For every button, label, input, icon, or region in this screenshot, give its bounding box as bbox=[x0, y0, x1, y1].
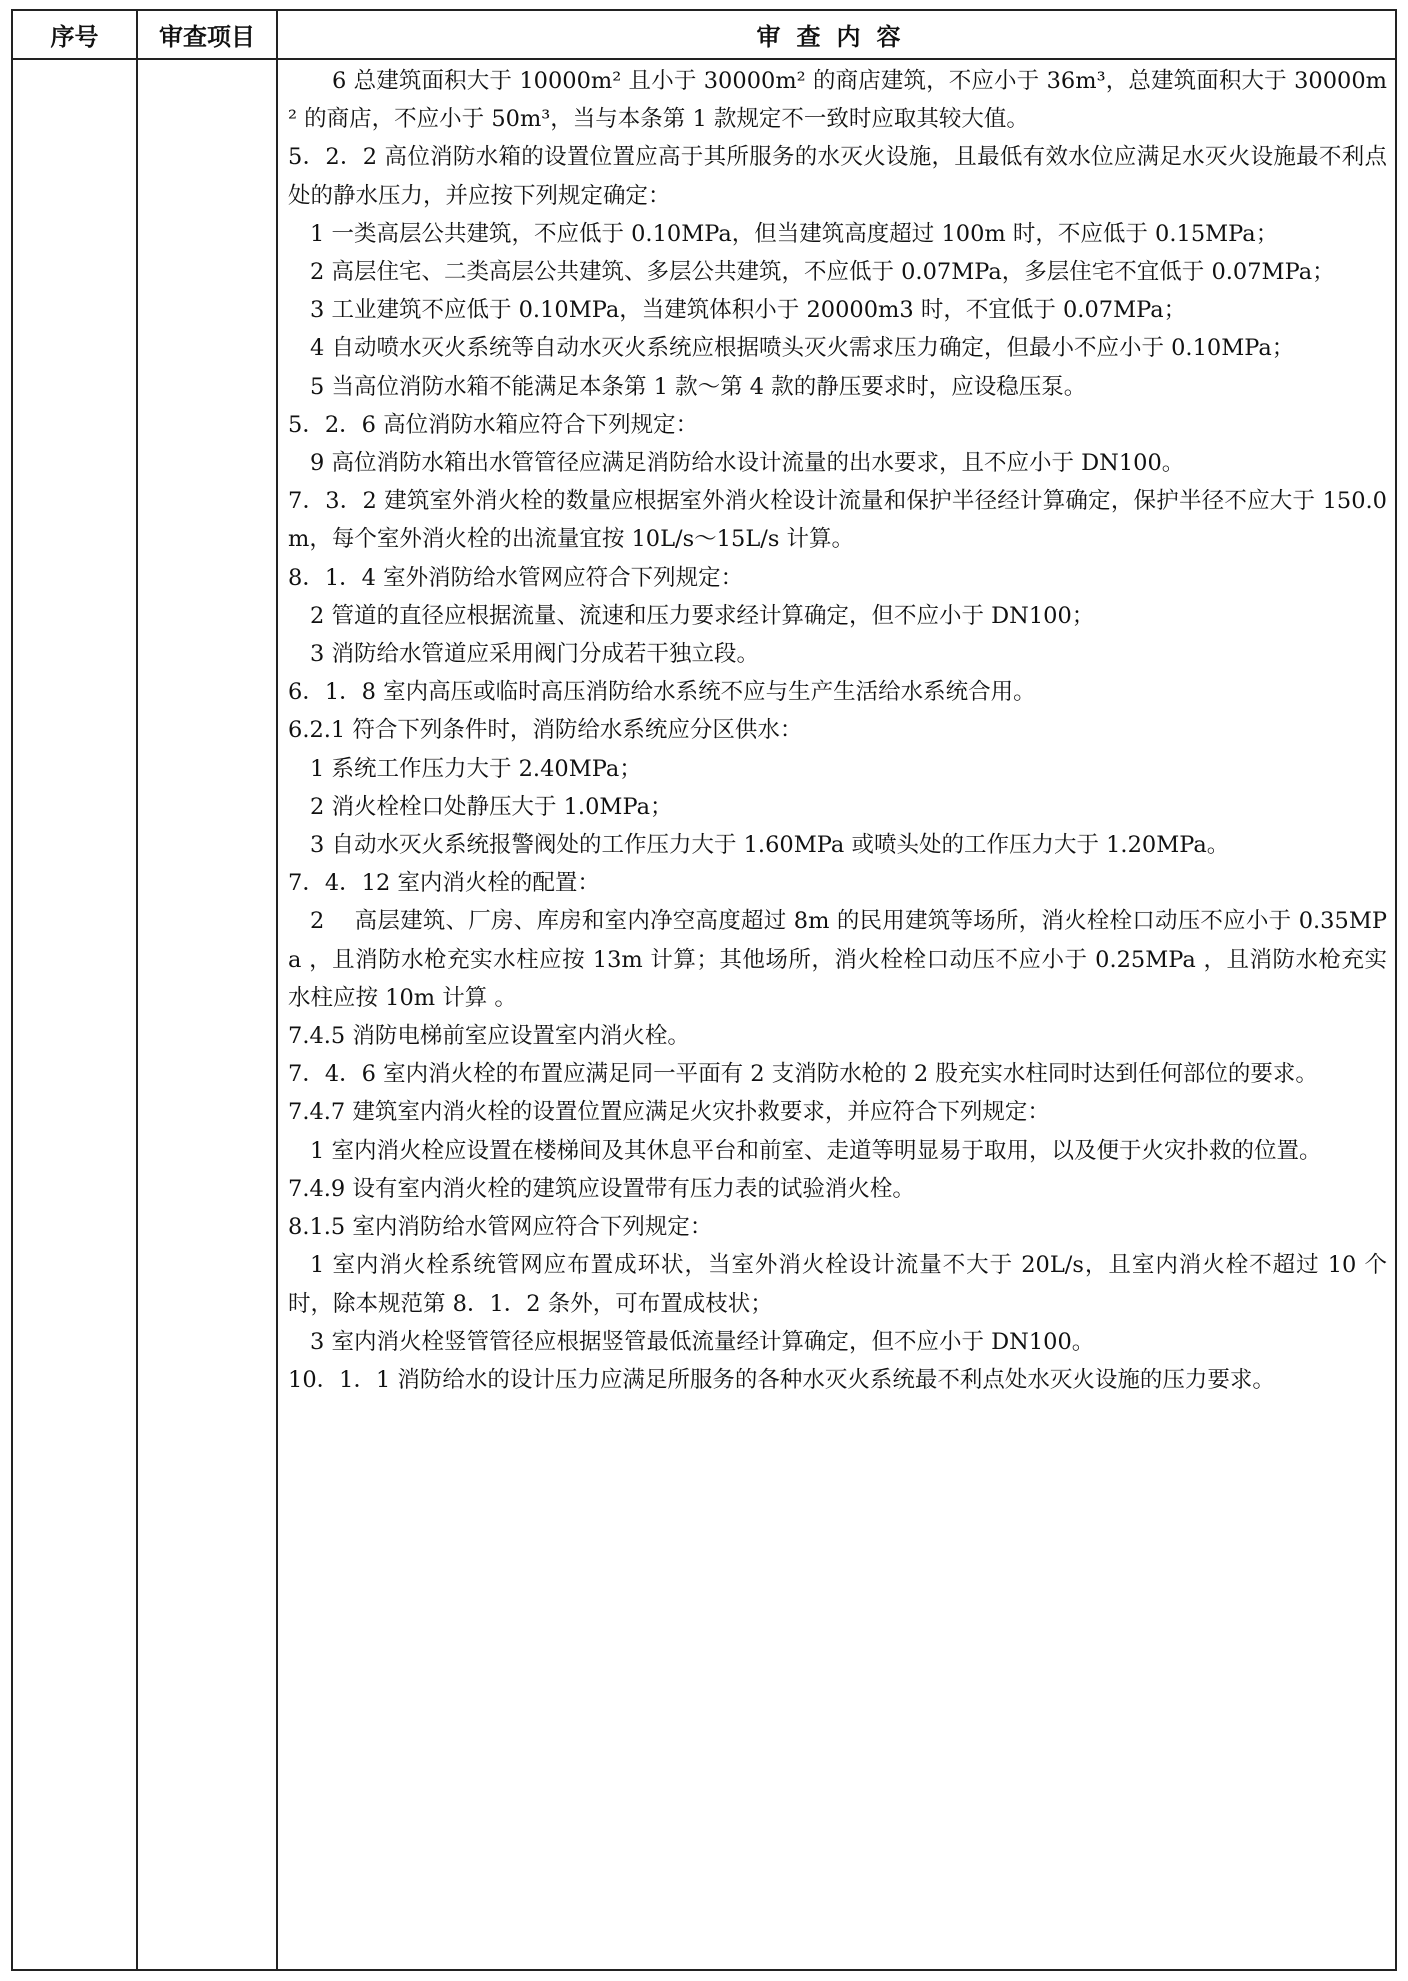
content-paragraph: 3 消防给水管道应采用阀门分成若干独立段。 bbox=[310, 641, 759, 668]
header-serial-number: 序号 bbox=[13, 11, 138, 58]
content-paragraph: 7．4．6 室内消火栓的布置应满足同一平面有 2 支消防水枪的 2 股充实水柱同时达到任何部位的要求。 bbox=[288, 1061, 1318, 1088]
content-paragraph: 7.4.7 建筑室内消火栓的设置位置应满足火灾扑救要求，并应符合下列规定： bbox=[288, 1099, 1050, 1126]
content-paragraph: 5．2．2 高位消防水箱的设置位置应高于其所服务的水灭火设施，且最低有效水位应满足水灭火设施最不利点处的静水压力，并应按下列规定确定： bbox=[288, 144, 1387, 209]
content-paragraph: 7.4.5 消防电梯前室应设置室内消火栓。 bbox=[288, 1023, 690, 1050]
table-header bbox=[13, 11, 1395, 60]
content-paragraph: 3 室内消火栓竖管管径应根据竖管最低流量经计算确定，但不应小于 DN100。 bbox=[310, 1328, 1095, 1355]
content-paragraph: 2 消火栓栓口处静压大于 1.0MPa； bbox=[310, 793, 673, 820]
review-content-cell bbox=[278, 58, 1395, 1969]
content-paragraph: 7.4.9 设有室内消火栓的建筑应设置带有压力表的试验消火栓。 bbox=[288, 1175, 915, 1202]
review-table bbox=[11, 9, 1397, 1971]
content-paragraph: 6 总建筑面积大于 10000m² 且小于 30000m² 的商店建筑，不应小于 36m³，总建筑面积大于 30000m² 的商店，不应小于 50m³，当与本条第 1 款规定不一致时应取其较大值。 bbox=[288, 68, 1387, 133]
table-body bbox=[13, 58, 1395, 1969]
review-item-cell bbox=[138, 58, 278, 1969]
content-paragraph: 2 管道的直径应根据流量、流速和压力要求经计算确定，但不应小于 DN100； bbox=[310, 602, 1095, 629]
content-paragraph: 3 工业建筑不应低于 0.10MPa，当建筑体积小于 20000m3 时，不宜低于 0.07MPa； bbox=[310, 297, 1187, 324]
content-paragraph: 7．4．12 室内消火栓的配置： bbox=[288, 870, 600, 897]
content-paragraph: 6．1．8 室内高压或临时高压消防给水系统不应与生产生活给水系统合用。 bbox=[288, 679, 1036, 706]
content-paragraph: 7．3．2 建筑室外消火栓的数量应根据室外消火栓设计流量和保护半径经计算确定，保护半径不应大于 150.0m，每个室外消火栓的出流量宜按 10L/s～15L/s 计算。 bbox=[288, 488, 1387, 553]
content-paragraph: 1 一类高层公共建筑，不应低于 0.10MPa，但当建筑高度超过 100m 时，不应低于 0.15MPa； bbox=[310, 220, 1279, 247]
content-paragraph: 3 自动水灭火系统报警阀处的工作压力大于 1.60MPa 或喷头处的工作压力大于 1.20MPa。 bbox=[310, 832, 1230, 859]
content-paragraph: 8．1．4 室外消防给水管网应符合下列规定： bbox=[288, 564, 744, 591]
content-paragraph: 1 室内消火栓系统管网应布置成环状，当室外消火栓设计流量不大于 20L/s，且室内消火栓不超过 10 个时，除本规范第 8．1．2 条外，可布置成枝状； bbox=[288, 1252, 1387, 1317]
content-paragraph: 1 系统工作压力大于 2.40MPa； bbox=[310, 755, 642, 782]
content-paragraph: 8.1.5 室内消防给水管网应符合下列规定： bbox=[288, 1214, 713, 1241]
content-paragraph: 5 当高位消防水箱不能满足本条第 1 款～第 4 款的静压要求时，应设稳压泵。 bbox=[310, 373, 1087, 400]
content-paragraph: 2 高层住宅、二类高层公共建筑、多层公共建筑，不应低于 0.07MPa，多层住宅不宜低于 0.07MPa； bbox=[310, 259, 1335, 286]
serial-number-cell bbox=[13, 58, 138, 1969]
content-paragraph: 4 自动喷水灭火系统等自动水灭火系统应根据喷头灭火需求压力确定，但最小不应小于 0.10MPa； bbox=[310, 335, 1295, 362]
header-review-content: 审查内容 bbox=[756, 23, 917, 51]
content-paragraph: 6.2.1 符合下列条件时，消防给水系统应分区供水： bbox=[288, 717, 803, 744]
content-paragraph: 1 室内消火栓应设置在楼梯间及其休息平台和前室、走道等明显易于取用，以及便于火灾扑救的位置。 bbox=[310, 1137, 1322, 1164]
content-paragraph: 2 高层建筑、厂房、库房和室内净空高度超过 8m 的民用建筑等场所，消火栓栓口动压不应小于 0.35MPa ，且消防水枪充实水柱应按 13m 计算；其他场所，消火栓栓口动压不应小于 0.25MPa ，且消防水枪充实水柱应按 10m 计算 。 bbox=[288, 908, 1387, 1011]
header-review-item: 审查项目 bbox=[138, 11, 278, 58]
content-paragraph: 5．2．6 高位消防水箱应符合下列规定： bbox=[288, 411, 699, 438]
content-paragraph: 10．1．1 消防给水的设计压力应满足所服务的各种水灭火系统最不利点处水灭火设施的压力要求。 bbox=[288, 1366, 1275, 1393]
content-paragraph: 9 高位消防水箱出水管管径应满足消防给水设计流量的出水要求，且不应小于 DN100。 bbox=[310, 450, 1185, 477]
